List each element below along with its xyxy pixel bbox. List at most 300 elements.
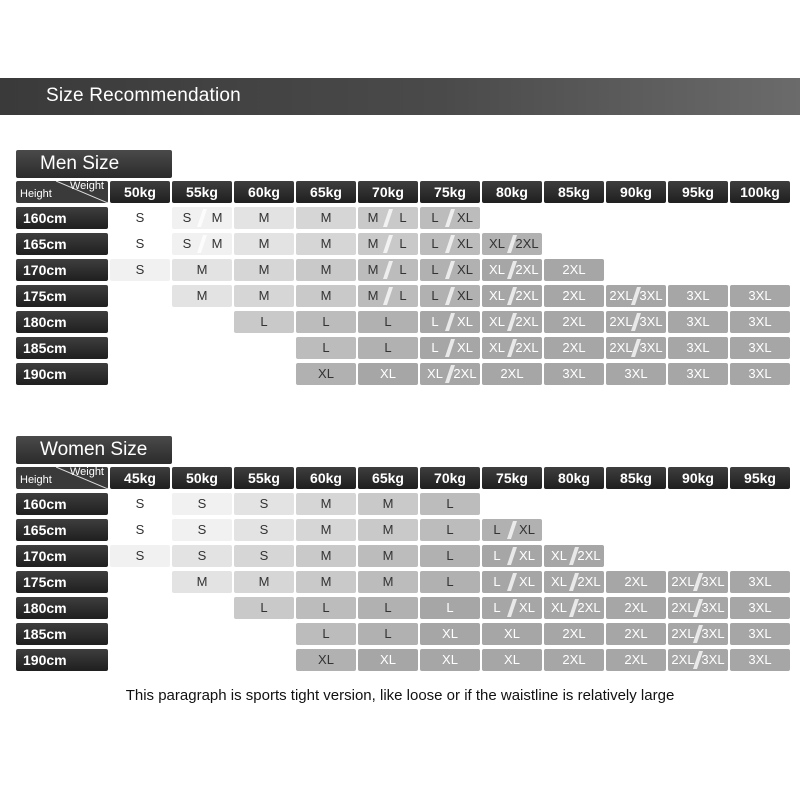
weight-header-85kg: 85kg — [606, 467, 666, 489]
height-header-190cm: 190cm — [16, 363, 108, 385]
size-cell — [482, 571, 542, 593]
height-header-180cm: 180cm — [16, 311, 108, 333]
size-value: XL — [380, 366, 396, 381]
size-cell — [172, 207, 232, 229]
size-cell — [358, 493, 418, 515]
size-cell — [358, 337, 418, 359]
weight-header-100kg: 100kg — [730, 181, 790, 203]
size-value: 3XL — [748, 314, 772, 329]
women-size-title: Women Size — [16, 436, 172, 464]
size-cell — [606, 285, 666, 307]
size-value: L — [260, 314, 268, 329]
size-value: S — [135, 210, 145, 225]
size-cell — [668, 571, 728, 593]
size-cell — [606, 649, 666, 671]
size-cell — [358, 597, 418, 619]
size-value: XL — [504, 652, 520, 667]
size-value: 2XL — [562, 340, 586, 355]
size-value: L — [446, 548, 454, 563]
size-cell — [234, 259, 294, 281]
size-value: L — [493, 522, 501, 537]
corner-header — [16, 467, 108, 489]
size-cell — [420, 259, 480, 281]
size-cell — [110, 519, 170, 541]
size-cell — [482, 363, 542, 385]
table-row — [16, 571, 800, 593]
size-value: 2XL — [562, 652, 586, 667]
size-cell — [544, 649, 604, 671]
size-value: S — [182, 210, 192, 225]
height-header-190cm: 190cm — [16, 649, 108, 671]
size-value: XL — [457, 210, 473, 225]
size-cell — [544, 623, 604, 645]
size-value: M — [320, 496, 332, 511]
size-value: 3XL — [701, 652, 725, 667]
size-cell — [668, 363, 728, 385]
size-value: S — [259, 522, 269, 537]
size-value: M — [367, 288, 379, 303]
table-row — [16, 519, 800, 541]
size-cell — [730, 649, 790, 671]
size-value: M — [258, 236, 270, 251]
weight-header-80kg: 80kg — [482, 181, 542, 203]
height-label: Height — [20, 474, 52, 486]
size-cell — [606, 597, 666, 619]
height-header-170cm: 170cm — [16, 545, 108, 567]
size-value: 2XL — [624, 574, 648, 589]
size-cell — [172, 519, 232, 541]
size-cell — [234, 285, 294, 307]
size-cell — [234, 493, 294, 515]
size-value: M — [382, 548, 394, 563]
size-cell — [358, 545, 418, 567]
size-value: L — [322, 314, 330, 329]
size-cell — [544, 311, 604, 333]
size-cell — [358, 311, 418, 333]
size-value: L — [431, 262, 439, 277]
size-cell — [606, 623, 666, 645]
size-cell — [420, 337, 480, 359]
size-value: XL — [318, 652, 334, 667]
size-value: M — [320, 574, 332, 589]
size-value: 3XL — [701, 600, 725, 615]
size-cell — [296, 623, 356, 645]
size-value: 3XL — [639, 314, 663, 329]
size-value: XL — [519, 548, 535, 563]
size-value: XL — [457, 314, 473, 329]
banner-title: Size Recommendation — [46, 85, 241, 106]
weight-header-95kg: 95kg — [668, 181, 728, 203]
weight-header-60kg: 60kg — [296, 467, 356, 489]
size-value: 3XL — [748, 600, 772, 615]
size-cell — [234, 207, 294, 229]
size-value: 2XL — [562, 626, 586, 641]
size-value: 2XL — [515, 262, 539, 277]
size-value: M — [382, 522, 394, 537]
size-cell — [730, 597, 790, 619]
size-value: L — [431, 340, 439, 355]
size-cell — [358, 285, 418, 307]
men-size-table — [16, 150, 800, 382]
size-value: M — [367, 210, 379, 225]
size-value: XL — [489, 340, 505, 355]
weight-header-55kg: 55kg — [172, 181, 232, 203]
size-value: 2XL — [577, 600, 601, 615]
size-value: L — [322, 626, 330, 641]
size-value: M — [367, 236, 379, 251]
size-value: 3XL — [748, 652, 772, 667]
size-value: L — [384, 600, 392, 615]
size-value: XL — [380, 652, 396, 667]
size-value: 2XL — [562, 314, 586, 329]
size-cell — [358, 623, 418, 645]
size-value: 2XL — [453, 366, 477, 381]
size-value: 2XL — [671, 652, 695, 667]
size-value: M — [320, 210, 332, 225]
weight-header-90kg: 90kg — [606, 181, 666, 203]
size-value: 2XL — [577, 548, 601, 563]
size-cell — [482, 519, 542, 541]
table-row — [16, 233, 800, 255]
size-value: 3XL — [686, 288, 710, 303]
weight-header-90kg: 90kg — [668, 467, 728, 489]
size-value: 3XL — [748, 574, 772, 589]
size-value: L — [431, 236, 439, 251]
size-value: XL — [318, 366, 334, 381]
size-value: M — [211, 236, 223, 251]
size-value: L — [493, 548, 501, 563]
size-cell — [668, 337, 728, 359]
size-cell — [358, 207, 418, 229]
size-cell — [234, 519, 294, 541]
size-value: 3XL — [748, 626, 772, 641]
size-cell — [482, 623, 542, 645]
size-cell — [296, 311, 356, 333]
size-value: S — [259, 548, 269, 563]
size-cell — [606, 363, 666, 385]
size-cell — [420, 311, 480, 333]
size-value: M — [382, 574, 394, 589]
size-value: M — [211, 210, 223, 225]
height-header-165cm: 165cm — [16, 519, 108, 541]
weight-header-45kg: 45kg — [110, 467, 170, 489]
size-value: 3XL — [748, 288, 772, 303]
size-value: L — [322, 340, 330, 355]
size-cell — [172, 571, 232, 593]
size-value: XL — [504, 626, 520, 641]
size-value: 2XL — [515, 340, 539, 355]
size-value: M — [320, 288, 332, 303]
size-value: 3XL — [748, 366, 772, 381]
size-cell — [296, 207, 356, 229]
size-cell — [110, 493, 170, 515]
height-header-160cm: 160cm — [16, 493, 108, 515]
size-value: M — [320, 236, 332, 251]
size-value: S — [197, 548, 207, 563]
size-recommendation-banner — [0, 78, 800, 115]
weight-header-75kg: 75kg — [482, 467, 542, 489]
height-header-185cm: 185cm — [16, 337, 108, 359]
size-value: L — [399, 236, 407, 251]
size-value: 2XL — [624, 652, 648, 667]
size-value: 2XL — [500, 366, 524, 381]
table-row — [16, 363, 800, 385]
size-cell — [172, 545, 232, 567]
size-value: XL — [519, 574, 535, 589]
size-cell — [234, 597, 294, 619]
size-value: L — [431, 210, 439, 225]
size-value: 2XL — [562, 262, 586, 277]
size-value: L — [493, 574, 501, 589]
size-value: S — [135, 236, 145, 251]
corner-header — [16, 181, 108, 203]
size-cell — [420, 597, 480, 619]
size-cell — [420, 571, 480, 593]
size-value: 3XL — [686, 366, 710, 381]
size-cell — [296, 363, 356, 385]
size-value: XL — [551, 600, 567, 615]
size-value: 2XL — [609, 314, 633, 329]
size-value: M — [367, 262, 379, 277]
size-cell — [110, 233, 170, 255]
size-value: 2XL — [624, 600, 648, 615]
size-cell — [482, 337, 542, 359]
size-value: L — [260, 600, 268, 615]
size-value: XL — [489, 288, 505, 303]
weight-label: Weight — [69, 181, 104, 192]
size-cell — [606, 337, 666, 359]
size-cell — [544, 597, 604, 619]
size-cell — [358, 571, 418, 593]
size-value: 2XL — [562, 288, 586, 303]
size-cell — [358, 519, 418, 541]
size-value: 3XL — [686, 314, 710, 329]
weight-header-65kg: 65kg — [296, 181, 356, 203]
height-header-165cm: 165cm — [16, 233, 108, 255]
table-row — [16, 649, 800, 671]
size-value: 2XL — [671, 600, 695, 615]
size-value: S — [197, 522, 207, 537]
size-value: XL — [457, 288, 473, 303]
size-value: M — [258, 574, 270, 589]
size-value: L — [399, 288, 407, 303]
size-value: M — [320, 548, 332, 563]
size-value: 2XL — [609, 288, 633, 303]
table-row — [16, 285, 800, 307]
size-value: XL — [442, 652, 458, 667]
weight-label: Weight — [69, 467, 104, 478]
size-cell — [296, 259, 356, 281]
size-cell — [420, 207, 480, 229]
size-value: L — [446, 600, 454, 615]
size-value: 2XL — [577, 574, 601, 589]
size-cell — [110, 207, 170, 229]
weight-header-55kg: 55kg — [234, 467, 294, 489]
size-value: L — [399, 262, 407, 277]
size-value: XL — [489, 314, 505, 329]
height-header-160cm: 160cm — [16, 207, 108, 229]
table-row — [16, 207, 800, 229]
size-value: 2XL — [515, 236, 539, 251]
size-cell — [482, 285, 542, 307]
table-row — [16, 311, 800, 333]
size-value: 3XL — [639, 288, 663, 303]
size-value: 3XL — [639, 340, 663, 355]
size-cell — [544, 571, 604, 593]
weight-header-65kg: 65kg — [358, 467, 418, 489]
size-value: L — [384, 340, 392, 355]
size-value: M — [196, 262, 208, 277]
size-cell — [730, 337, 790, 359]
size-value: 2XL — [609, 340, 633, 355]
size-value: 3XL — [562, 366, 586, 381]
size-value: 3XL — [686, 340, 710, 355]
size-cell — [482, 597, 542, 619]
size-cell — [420, 233, 480, 255]
size-value: M — [258, 262, 270, 277]
size-cell — [420, 285, 480, 307]
weight-header-80kg: 80kg — [544, 467, 604, 489]
height-header-185cm: 185cm — [16, 623, 108, 645]
size-cell — [234, 233, 294, 255]
size-cell — [668, 623, 728, 645]
size-value: XL — [489, 236, 505, 251]
size-cell — [544, 259, 604, 281]
size-cell — [172, 259, 232, 281]
size-value: XL — [489, 262, 505, 277]
size-cell — [296, 493, 356, 515]
size-value: XL — [519, 600, 535, 615]
size-value: XL — [551, 574, 567, 589]
size-value: S — [259, 496, 269, 511]
height-header-175cm: 175cm — [16, 285, 108, 307]
size-cell — [420, 519, 480, 541]
women-header-row — [16, 467, 800, 489]
size-value: S — [135, 262, 145, 277]
size-value: L — [446, 574, 454, 589]
size-value: S — [135, 548, 145, 563]
size-value: 2XL — [515, 288, 539, 303]
size-value: 2XL — [515, 314, 539, 329]
size-cell — [482, 233, 542, 255]
size-value: S — [182, 236, 192, 251]
size-value: XL — [551, 548, 567, 563]
size-cell — [358, 233, 418, 255]
size-value: 3XL — [701, 574, 725, 589]
weight-header-50kg: 50kg — [172, 467, 232, 489]
size-cell — [606, 571, 666, 593]
size-value: L — [446, 496, 454, 511]
size-cell — [668, 311, 728, 333]
weight-header-70kg: 70kg — [420, 467, 480, 489]
size-value: L — [431, 314, 439, 329]
size-cell — [358, 363, 418, 385]
size-cell — [420, 363, 480, 385]
size-value: M — [196, 288, 208, 303]
size-value: L — [399, 210, 407, 225]
size-cell — [172, 233, 232, 255]
weight-header-70kg: 70kg — [358, 181, 418, 203]
size-cell — [358, 259, 418, 281]
table-row — [16, 623, 800, 645]
size-cell — [296, 233, 356, 255]
size-cell — [544, 337, 604, 359]
height-header-170cm: 170cm — [16, 259, 108, 281]
size-value: M — [320, 262, 332, 277]
size-cell — [296, 519, 356, 541]
size-cell — [234, 311, 294, 333]
size-cell — [668, 649, 728, 671]
size-cell — [420, 623, 480, 645]
size-cell — [730, 571, 790, 593]
size-cell — [420, 649, 480, 671]
height-label: Height — [20, 188, 52, 200]
size-cell — [358, 649, 418, 671]
footer-note: This paragraph is sports tight version, like loose or if the waistline is relatively large — [125, 687, 675, 704]
size-cell — [296, 337, 356, 359]
size-cell — [234, 545, 294, 567]
size-cell — [110, 259, 170, 281]
men-header-row — [16, 181, 800, 203]
size-cell — [172, 493, 232, 515]
size-value: 2XL — [671, 626, 695, 641]
size-value: S — [135, 496, 145, 511]
size-value: L — [384, 314, 392, 329]
size-cell — [544, 363, 604, 385]
table-row — [16, 259, 800, 281]
size-cell — [296, 571, 356, 593]
size-value: S — [135, 522, 145, 537]
size-value: L — [493, 600, 501, 615]
size-cell — [482, 545, 542, 567]
size-cell — [730, 311, 790, 333]
weight-header-75kg: 75kg — [420, 181, 480, 203]
size-value: XL — [442, 626, 458, 641]
size-value: XL — [427, 366, 443, 381]
size-value: M — [196, 574, 208, 589]
table-row — [16, 493, 800, 515]
size-cell — [420, 493, 480, 515]
size-value: 3XL — [701, 626, 725, 641]
size-cell — [420, 545, 480, 567]
size-cell — [668, 597, 728, 619]
size-value: L — [384, 626, 392, 641]
size-value: M — [258, 288, 270, 303]
size-cell — [234, 571, 294, 593]
size-value: S — [197, 496, 207, 511]
size-cell — [606, 311, 666, 333]
size-value: M — [258, 210, 270, 225]
size-value: 2XL — [624, 626, 648, 641]
size-value: XL — [519, 522, 535, 537]
weight-header-50kg: 50kg — [110, 181, 170, 203]
size-cell — [172, 285, 232, 307]
height-header-180cm: 180cm — [16, 597, 108, 619]
size-cell — [544, 285, 604, 307]
size-value: 3XL — [624, 366, 648, 381]
size-cell — [668, 285, 728, 307]
size-value: XL — [457, 236, 473, 251]
size-value: XL — [457, 340, 473, 355]
size-value: L — [322, 600, 330, 615]
table-row — [16, 597, 800, 619]
size-cell — [730, 285, 790, 307]
women-size-table — [16, 436, 800, 668]
table-row — [16, 545, 800, 567]
size-value: 3XL — [748, 340, 772, 355]
size-value: L — [431, 288, 439, 303]
size-value: XL — [457, 262, 473, 277]
